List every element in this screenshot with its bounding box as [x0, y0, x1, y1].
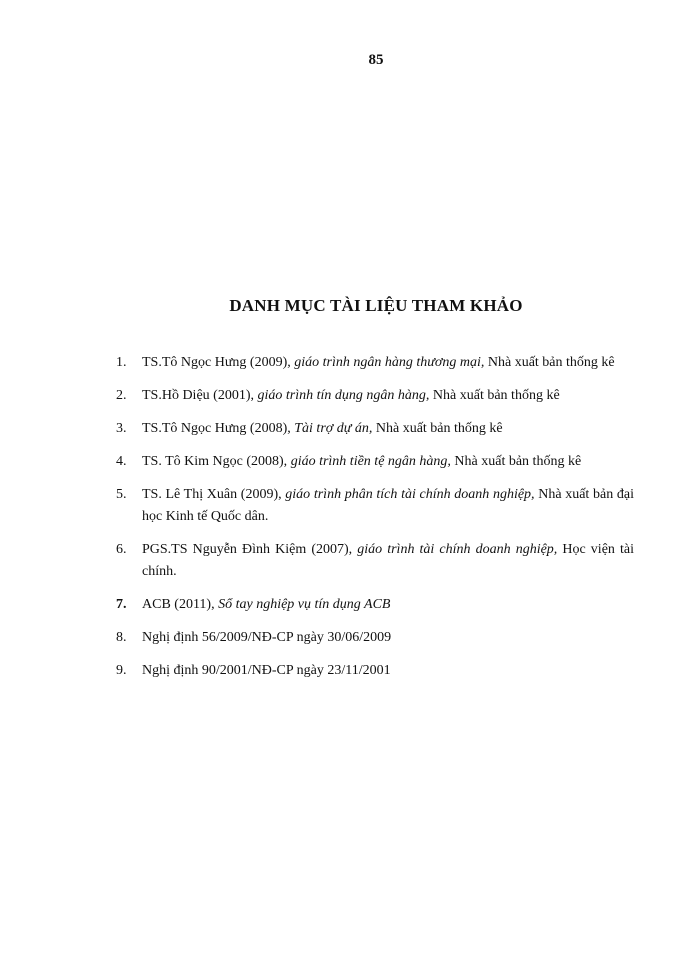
reference-item: [116, 660, 634, 682]
reference-publisher: Nhà xuất bản thống kê: [372, 421, 503, 436]
reference-title: Sổ tay nghiệp vụ tín dụng ACB: [218, 597, 391, 612]
reference-publisher: Nhà xuất bản thống kê: [484, 355, 615, 370]
reference-author: TS.Hồ Diệu (2001),: [142, 388, 258, 403]
reference-item: [116, 484, 634, 528]
reference-item: [116, 385, 634, 407]
reference-publisher: Nhà xuất bản đại học Kinh tế Quốc dân.: [142, 487, 634, 524]
reference-title: giáo trình tín dụng ngân hàng,: [257, 388, 430, 403]
reference-item: [116, 451, 634, 473]
reference-number: 1.: [116, 355, 127, 370]
reference-number: 4.: [116, 454, 127, 469]
reference-number: 6.: [116, 542, 127, 557]
reference-title: giáo trình tiền tệ ngân hàng,: [290, 454, 451, 469]
reference-author: Nghị định 90/2001/NĐ-CP ngày 23/11/2001: [142, 663, 391, 678]
reference-author: TS. Lê Thị Xuân (2009),: [142, 487, 286, 502]
reference-publisher: Nhà xuất bản thống kê: [450, 454, 582, 469]
reference-author: TS. Tô Kim Ngọc (2008),: [142, 454, 291, 469]
reference-number: 8.: [116, 630, 127, 645]
reference-author: TS.Tô Ngọc Hưng (2009),: [142, 355, 295, 370]
reference-author: TS.Tô Ngọc Hưng (2008),: [142, 421, 295, 436]
reference-author: Nghị định 56/2009/NĐ-CP ngày 30/06/2009: [142, 630, 392, 645]
reference-author: ACB (2011),: [142, 597, 219, 612]
reference-publisher: Nhà xuất bản thống kê: [429, 388, 560, 403]
reference-number: 9.: [116, 663, 127, 678]
reference-title: giáo trình tài chính doanh nghiệp,: [357, 542, 558, 557]
reference-item: [116, 627, 634, 649]
reference-item: [116, 539, 634, 583]
reference-list: [116, 352, 634, 693]
page-title: DANH MỤC TÀI LIỆU THAM KHẢO: [229, 296, 523, 315]
reference-number: 7.: [116, 597, 127, 612]
reference-title: giáo trình ngân hàng thương mại,: [294, 355, 485, 370]
reference-number: 5.: [116, 487, 127, 502]
reference-item: [116, 352, 634, 374]
reference-number: 3.: [116, 421, 127, 436]
reference-author: PGS.TS Nguyễn Đình Kiệm (2007),: [142, 542, 358, 557]
reference-title: giáo trình phân tích tài chính doanh nghiệp,: [285, 487, 535, 502]
reference-item: [116, 418, 634, 440]
page-number: 85: [368, 52, 384, 68]
reference-number: 2.: [116, 388, 127, 403]
reference-title: Tài trợ dự án,: [294, 421, 373, 436]
reference-publisher: Học viện tài chính.: [142, 542, 634, 579]
reference-item: [116, 594, 634, 616]
